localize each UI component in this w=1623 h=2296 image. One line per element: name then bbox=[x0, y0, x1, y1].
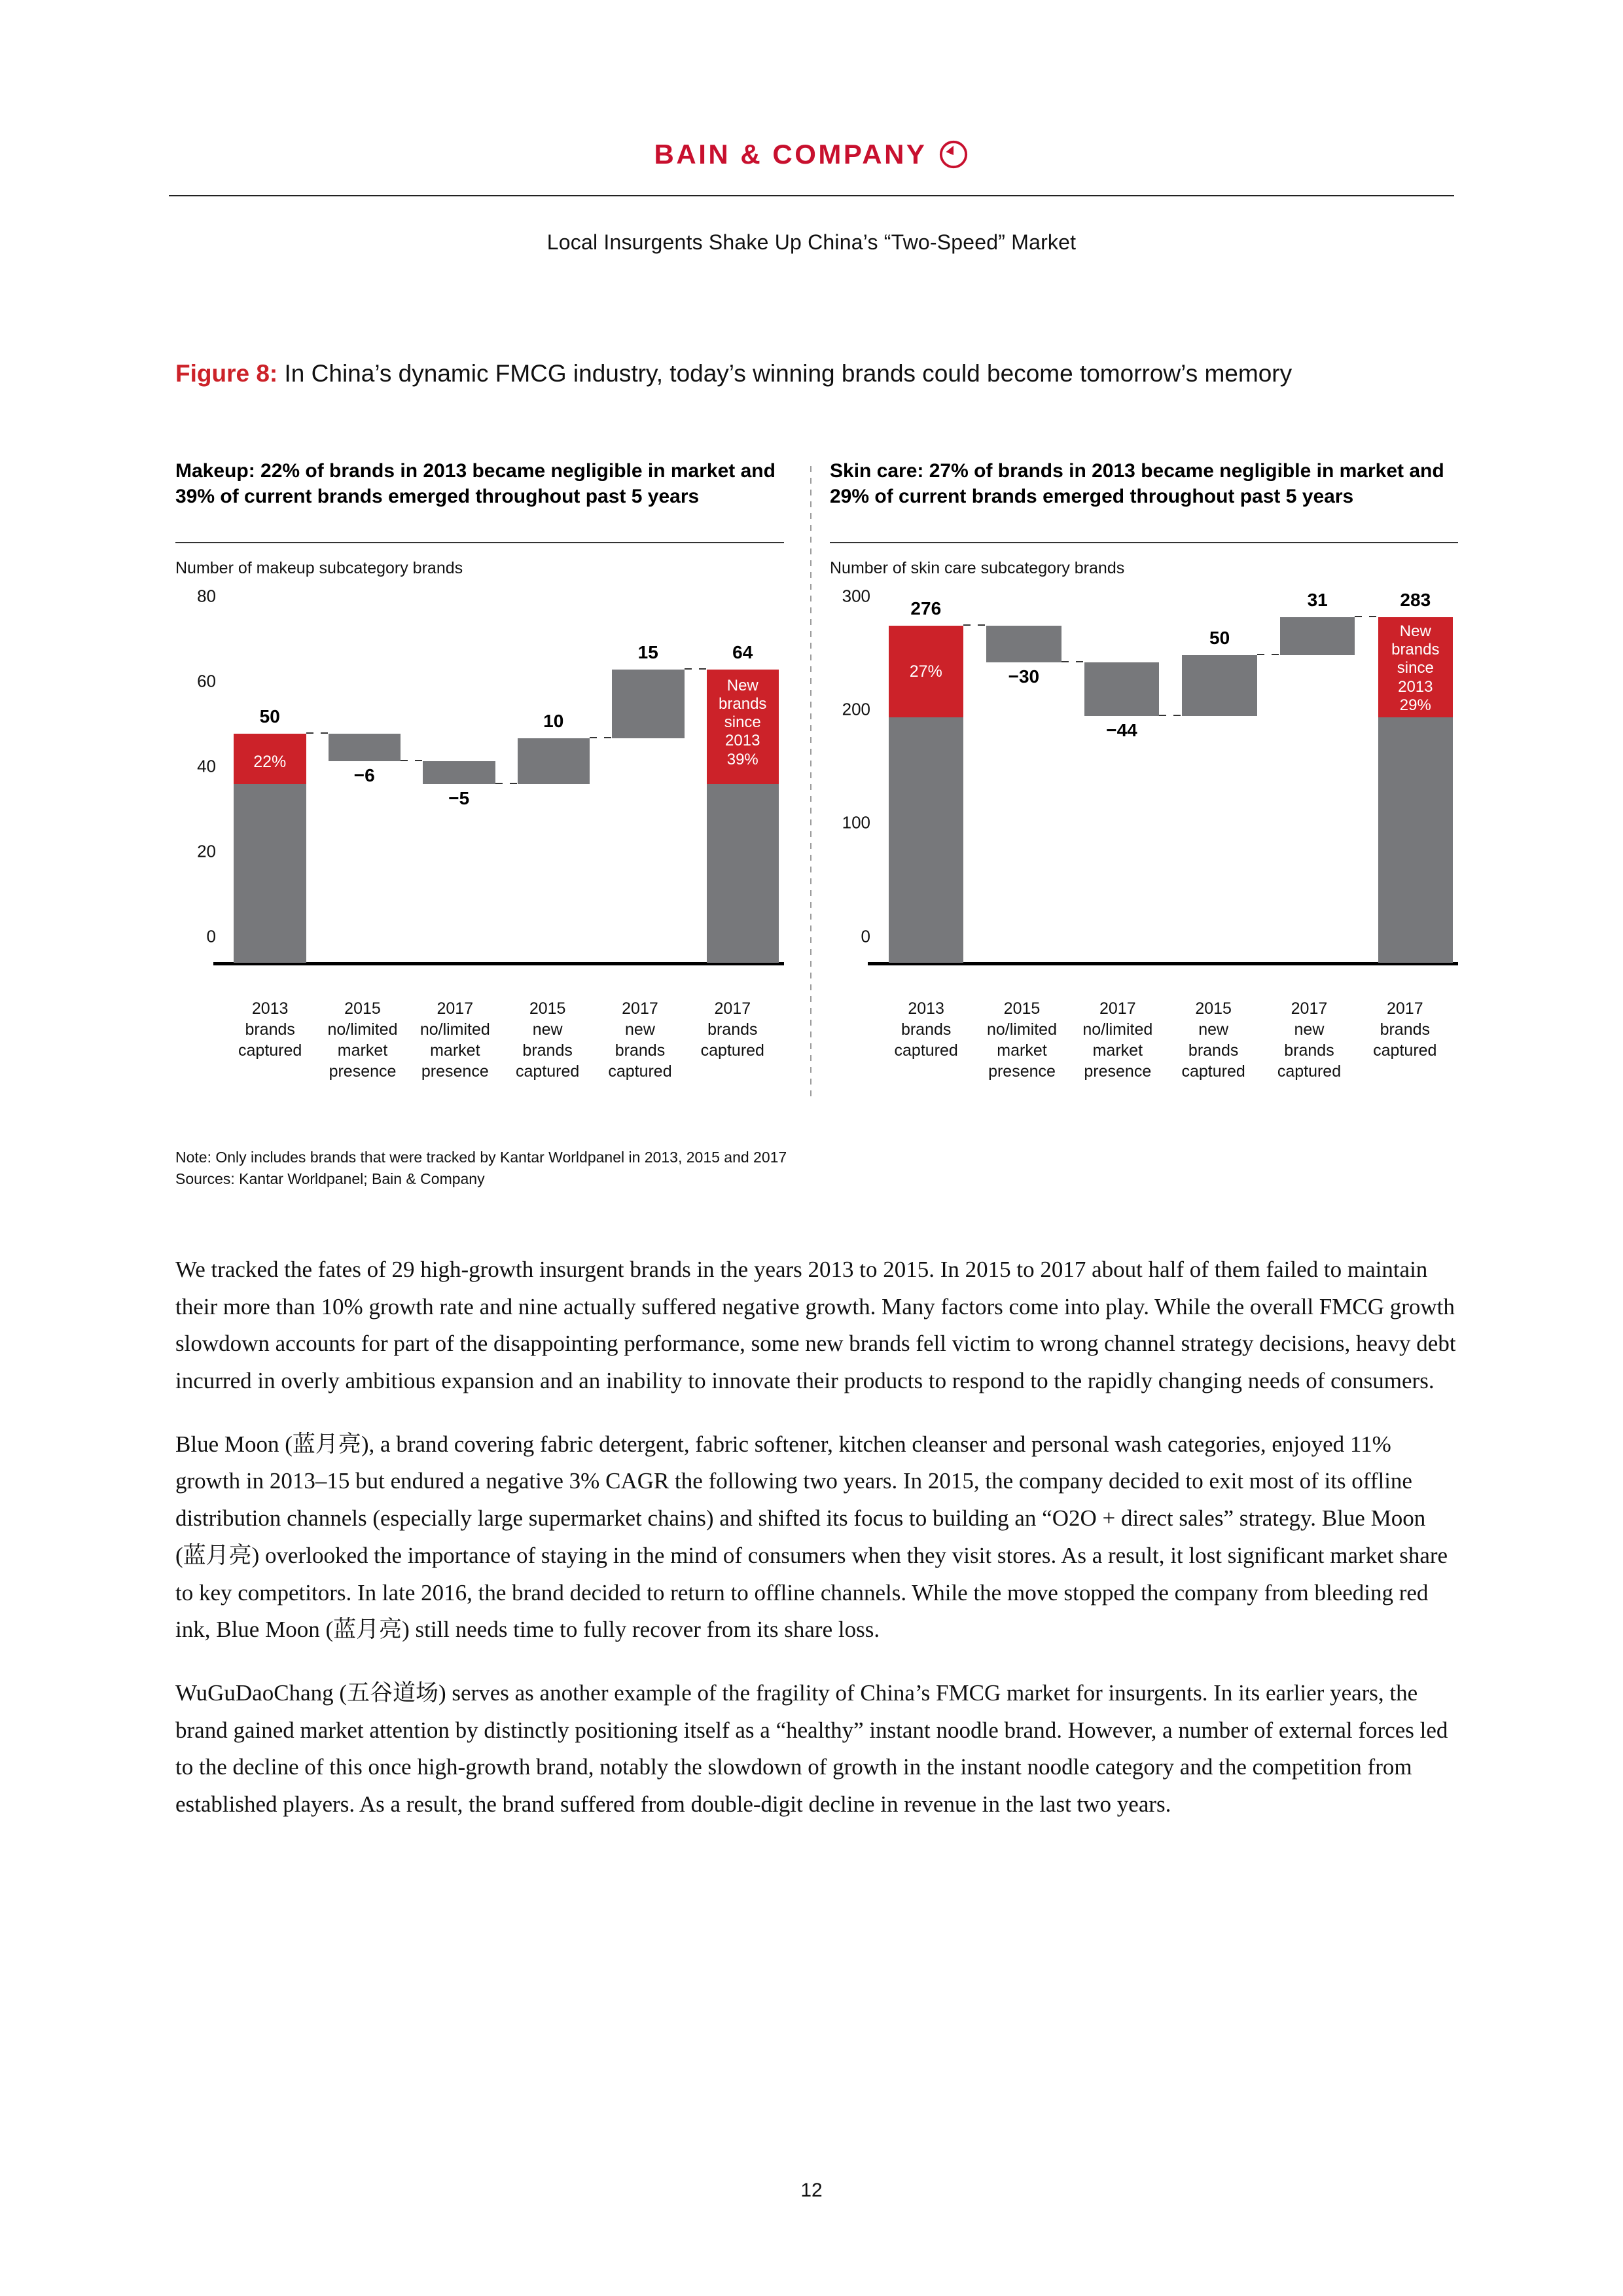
chart-skincare-xlabels bbox=[878, 998, 1453, 1083]
connector-makeup-0 bbox=[306, 732, 330, 734]
chart-skincare-title: Skin care: 27% of brands in 2013 became negligible in market and 29% of current brands emerged throughout past 5 years bbox=[830, 460, 1444, 507]
bar-skincare-5-note-l2: brands bbox=[1391, 640, 1440, 658]
figure-sources: Sources: Kantar Worldpanel; Bain & Company bbox=[175, 1170, 485, 1188]
ytick-100: 100 bbox=[842, 812, 870, 833]
xlabel-skincare-2-l3: market bbox=[1092, 1041, 1143, 1060]
bar-makeup-3 bbox=[518, 711, 590, 784]
ytick-60: 60 bbox=[197, 671, 216, 691]
page-number: 12 bbox=[800, 2179, 823, 2201]
bar-skincare-4-value: 31 bbox=[1307, 589, 1328, 610]
connector-makeup-2 bbox=[495, 783, 519, 784]
figure-title-text: In China’s dynamic FMCG industry, today’s winning brands could become tomorrow’s memory bbox=[277, 360, 1293, 387]
bar-makeup-5-highlight bbox=[707, 670, 779, 784]
bar-makeup-0-highlight bbox=[234, 734, 306, 784]
xlabel-makeup-0-l2: brands bbox=[245, 1020, 295, 1039]
ytick-20: 20 bbox=[197, 841, 216, 861]
ytick-80: 80 bbox=[197, 586, 216, 606]
body-copy bbox=[175, 1251, 1459, 1850]
bar-skincare-5-note-l1: New bbox=[1399, 622, 1431, 640]
bar-skincare-5-note-l5: 29% bbox=[1399, 696, 1431, 714]
xlabel-makeup-0-l1: 2013 bbox=[251, 999, 289, 1018]
xlabel-skincare-3-l2: new bbox=[1198, 1020, 1229, 1039]
xlabel-makeup-3-l3: brands bbox=[522, 1041, 573, 1060]
bar-skincare-3-value: 50 bbox=[1209, 627, 1230, 648]
xlabel-skincare-0-l1: 2013 bbox=[908, 999, 944, 1018]
xlabel-makeup-2-l3: market bbox=[430, 1041, 480, 1060]
bar-skincare-5-note-l4: 2013 bbox=[1398, 677, 1433, 696]
xlabel-makeup-5 bbox=[687, 998, 779, 1083]
bar-skincare-2-value: −44 bbox=[1106, 720, 1137, 741]
bar-makeup-5-note bbox=[707, 677, 779, 770]
brand-logo-text: BAIN & COMPANY bbox=[654, 139, 927, 170]
xlabel-skincare-5 bbox=[1357, 998, 1453, 1083]
ytick-300: 300 bbox=[842, 586, 870, 606]
bar-makeup-5-note-l3: since bbox=[724, 713, 761, 732]
chart-makeup-ylabel: Number of makeup subcategory brands bbox=[175, 559, 463, 577]
charts-container bbox=[175, 458, 1458, 1113]
bar-skincare-5-value: 283 bbox=[1400, 589, 1431, 610]
xlabel-skincare-3 bbox=[1166, 998, 1261, 1083]
xlabel-makeup-2-l4: presence bbox=[421, 1062, 489, 1081]
bar-skincare-3 bbox=[1182, 627, 1257, 717]
xlabel-skincare-0-l3: captured bbox=[894, 1041, 958, 1060]
bar-skincare-0-highlight bbox=[889, 626, 963, 717]
xlabel-makeup-3-l4: captured bbox=[516, 1062, 580, 1081]
xlabel-skincare-0 bbox=[878, 998, 974, 1083]
bar-skincare-5-highlight bbox=[1378, 617, 1453, 717]
xlabel-skincare-1-l2: no/limited bbox=[986, 1020, 1057, 1039]
xlabel-skincare-5-l3: captured bbox=[1373, 1041, 1437, 1060]
xlabel-skincare-1-l4: presence bbox=[988, 1062, 1056, 1081]
bar-makeup-4-value: 15 bbox=[637, 642, 658, 662]
bar-makeup-2 bbox=[423, 761, 495, 808]
bar-makeup-5 bbox=[707, 642, 779, 963]
xlabel-makeup-1-l3: market bbox=[337, 1041, 388, 1060]
bar-makeup-5-note-l5: 39% bbox=[726, 750, 758, 768]
bar-skincare-0-value: 276 bbox=[910, 598, 942, 619]
bar-makeup-1 bbox=[329, 734, 401, 785]
brand-logo bbox=[0, 139, 1623, 170]
chart-makeup-bars bbox=[223, 596, 779, 963]
xlabel-skincare-0-l2: brands bbox=[901, 1020, 952, 1039]
ytick-0-skin: 0 bbox=[861, 926, 870, 946]
ytick-200: 200 bbox=[842, 699, 870, 719]
bar-skincare-5 bbox=[1378, 589, 1453, 963]
chart-makeup-title-rule bbox=[175, 542, 784, 543]
chart-makeup bbox=[175, 458, 804, 1113]
bar-makeup-4 bbox=[612, 642, 685, 738]
chart-skincare-plot bbox=[830, 584, 1458, 1081]
bar-makeup-3-value: 10 bbox=[543, 711, 564, 731]
bar-makeup-0-value: 50 bbox=[259, 706, 280, 726]
xlabel-skincare-1 bbox=[974, 998, 1069, 1083]
header-divider bbox=[169, 195, 1454, 196]
xlabel-makeup-3 bbox=[501, 998, 594, 1083]
xlabel-skincare-2 bbox=[1070, 998, 1166, 1083]
xlabel-makeup-2-l2: no/limited bbox=[419, 1020, 490, 1039]
bar-skincare-0-pct: 27% bbox=[909, 662, 942, 681]
connector-skincare-2 bbox=[1159, 715, 1183, 716]
bar-makeup-5-note-l2: brands bbox=[719, 694, 767, 713]
xlabel-makeup-4-l2: new bbox=[625, 1020, 655, 1039]
xlabel-skincare-3-l3: brands bbox=[1188, 1041, 1239, 1060]
xlabel-makeup-3-l1: 2015 bbox=[529, 999, 566, 1018]
connector-skincare-0 bbox=[963, 624, 988, 626]
body-paragraph-1: We tracked the fates of 29 high-growth insurgent brands in the years 2013 to 2015. In 2015 to 2017 about half of them failed to maintain their more than 10% growth rate and nine actually suffered negative growth. Many factors come into play. While the overall FMCG growth slowdown accounts for part of the disappointing performance, some new brands fell victim to wrong channel strategy decisions, heavy debt incurred in overly ambitious expansion and an inability to innovate their products to respond to the rapidly changing needs of consumers. bbox=[175, 1257, 1456, 1394]
connector-skincare-4 bbox=[1355, 616, 1379, 617]
xlabel-makeup-2 bbox=[409, 998, 501, 1083]
figure-note: Note: Only includes brands that were tracked by Kantar Worldpanel in 2013, 2015 and 2017 bbox=[175, 1149, 787, 1166]
ytick-40: 40 bbox=[197, 756, 216, 776]
figure-title bbox=[175, 359, 1459, 389]
bar-makeup-1-value: −6 bbox=[353, 765, 375, 785]
chart-makeup-title: Makeup: 22% of brands in 2013 became negligible in market and 39% of current brands emerged throughout past 5 years bbox=[175, 460, 776, 507]
xlabel-skincare-2-l1: 2017 bbox=[1099, 999, 1136, 1018]
figure-label: Figure 8: bbox=[175, 360, 278, 387]
xlabel-skincare-1-l3: market bbox=[997, 1041, 1047, 1060]
xlabel-makeup-5-l2: brands bbox=[707, 1020, 758, 1039]
chart-skincare-ylabel: Number of skin care subcategory brands bbox=[830, 559, 1125, 577]
xlabel-skincare-1-l1: 2015 bbox=[1003, 999, 1041, 1018]
body-paragraph-3: WuGuDaoChang (五谷道场) serves as another example of the fragility of China’s FMCG market for insurgents. In its earlier years, the brand gained market attention by distinctly positioning itself as a “healthy” instant noodle brand. However, a number of external forces led to the decline of this once high-growth brand, notably the slowdown of growth in the instant noodle category and the competition from established players. As a result, the brand suffered from double-digit decline in revenue in the last two years. bbox=[175, 1679, 1448, 1817]
chart-makeup-xlabels bbox=[224, 998, 779, 1083]
connector-skincare-1 bbox=[1061, 661, 1086, 662]
running-header: Local Insurgents Shake Up China’s “Two-Speed” Market bbox=[546, 230, 1077, 254]
bar-makeup-0 bbox=[234, 706, 306, 963]
chart-skincare bbox=[830, 458, 1458, 1113]
bar-skincare-0 bbox=[889, 598, 963, 963]
xlabel-skincare-2-l4: presence bbox=[1084, 1062, 1152, 1081]
xlabel-makeup-4-l4: captured bbox=[608, 1062, 672, 1081]
xlabel-makeup-1-l1: 2015 bbox=[344, 999, 381, 1018]
xlabel-skincare-3-l4: captured bbox=[1181, 1062, 1245, 1081]
bar-skincare-2 bbox=[1084, 662, 1159, 741]
xlabel-skincare-4-l4: captured bbox=[1277, 1062, 1342, 1081]
bar-skincare-5-note-l3: since bbox=[1397, 659, 1434, 677]
connector-skincare-3 bbox=[1257, 654, 1281, 655]
xlabel-skincare-4-l2: new bbox=[1294, 1020, 1325, 1039]
bar-makeup-0-pct: 22% bbox=[253, 753, 287, 772]
connector-makeup-1 bbox=[401, 760, 424, 761]
xlabel-makeup-4 bbox=[594, 998, 686, 1083]
xlabel-skincare-5-l2: brands bbox=[1380, 1020, 1431, 1039]
figure-notes bbox=[175, 1147, 787, 1191]
xlabel-skincare-4 bbox=[1261, 998, 1357, 1083]
xlabel-skincare-4-l1: 2017 bbox=[1291, 999, 1328, 1018]
xlabel-skincare-5-l1: 2017 bbox=[1386, 999, 1423, 1018]
xlabel-skincare-3-l1: 2015 bbox=[1195, 999, 1232, 1018]
xlabel-makeup-3-l2: new bbox=[532, 1020, 563, 1039]
ytick-0: 0 bbox=[206, 926, 216, 946]
chart-makeup-plot bbox=[175, 584, 784, 1081]
connector-makeup-4 bbox=[685, 668, 708, 670]
xlabel-makeup-5-l3: captured bbox=[700, 1041, 764, 1060]
xlabel-makeup-5-l1: 2017 bbox=[714, 999, 751, 1018]
xlabel-makeup-4-l1: 2017 bbox=[622, 999, 658, 1018]
connector-makeup-3 bbox=[590, 737, 613, 738]
bar-skincare-4 bbox=[1280, 589, 1355, 655]
xlabel-makeup-1-l2: no/limited bbox=[327, 1020, 398, 1039]
bain-circle-mark-icon bbox=[938, 139, 969, 170]
body-paragraph-2: Blue Moon (蓝月亮), a brand covering fabric detergent, fabric softener, kitchen cleanser and personal wash categories, enjoyed 11% growth in 2013–15 but endured a negative 3% CAGR the following two years. In 2015, the company decided to exit most of its offline distribution channels (especially large supermarket chains) and shifted its focus to building an “O2O + direct sales” strategy. Blue Moon (蓝月亮) overlooked the importance of staying in the mind of consumers when they visit stores. As a result, it lost significant market share to key competitors. In late 2016, the brand decided to return to offline channels. While the move stopped the company from bleeding red ink, Blue Moon (蓝月亮) still needs time to fully recover from its share loss. bbox=[175, 1431, 1448, 1643]
xlabel-makeup-0-l3: captured bbox=[238, 1041, 302, 1060]
bar-makeup-5-note-l4: 2013 bbox=[725, 732, 760, 750]
bar-skincare-5-note bbox=[1378, 622, 1453, 715]
bar-skincare-1 bbox=[986, 626, 1061, 687]
bar-makeup-5-note-l1: New bbox=[726, 676, 758, 694]
bar-makeup-2-value: −5 bbox=[448, 788, 470, 808]
xlabel-skincare-2-l2: no/limited bbox=[1082, 1020, 1153, 1039]
xlabel-skincare-4-l3: brands bbox=[1284, 1041, 1334, 1060]
xlabel-makeup-1 bbox=[316, 998, 408, 1083]
xlabel-makeup-2-l1: 2017 bbox=[437, 999, 474, 1018]
bar-makeup-5-value: 64 bbox=[732, 642, 753, 662]
bar-skincare-1-value: −30 bbox=[1008, 666, 1040, 687]
chart-skincare-bars bbox=[877, 589, 1453, 963]
xlabel-makeup-4-l3: brands bbox=[615, 1041, 666, 1060]
chart-skincare-title-rule bbox=[830, 542, 1458, 543]
xlabel-makeup-1-l4: presence bbox=[329, 1062, 397, 1081]
xlabel-makeup-0 bbox=[224, 998, 316, 1083]
